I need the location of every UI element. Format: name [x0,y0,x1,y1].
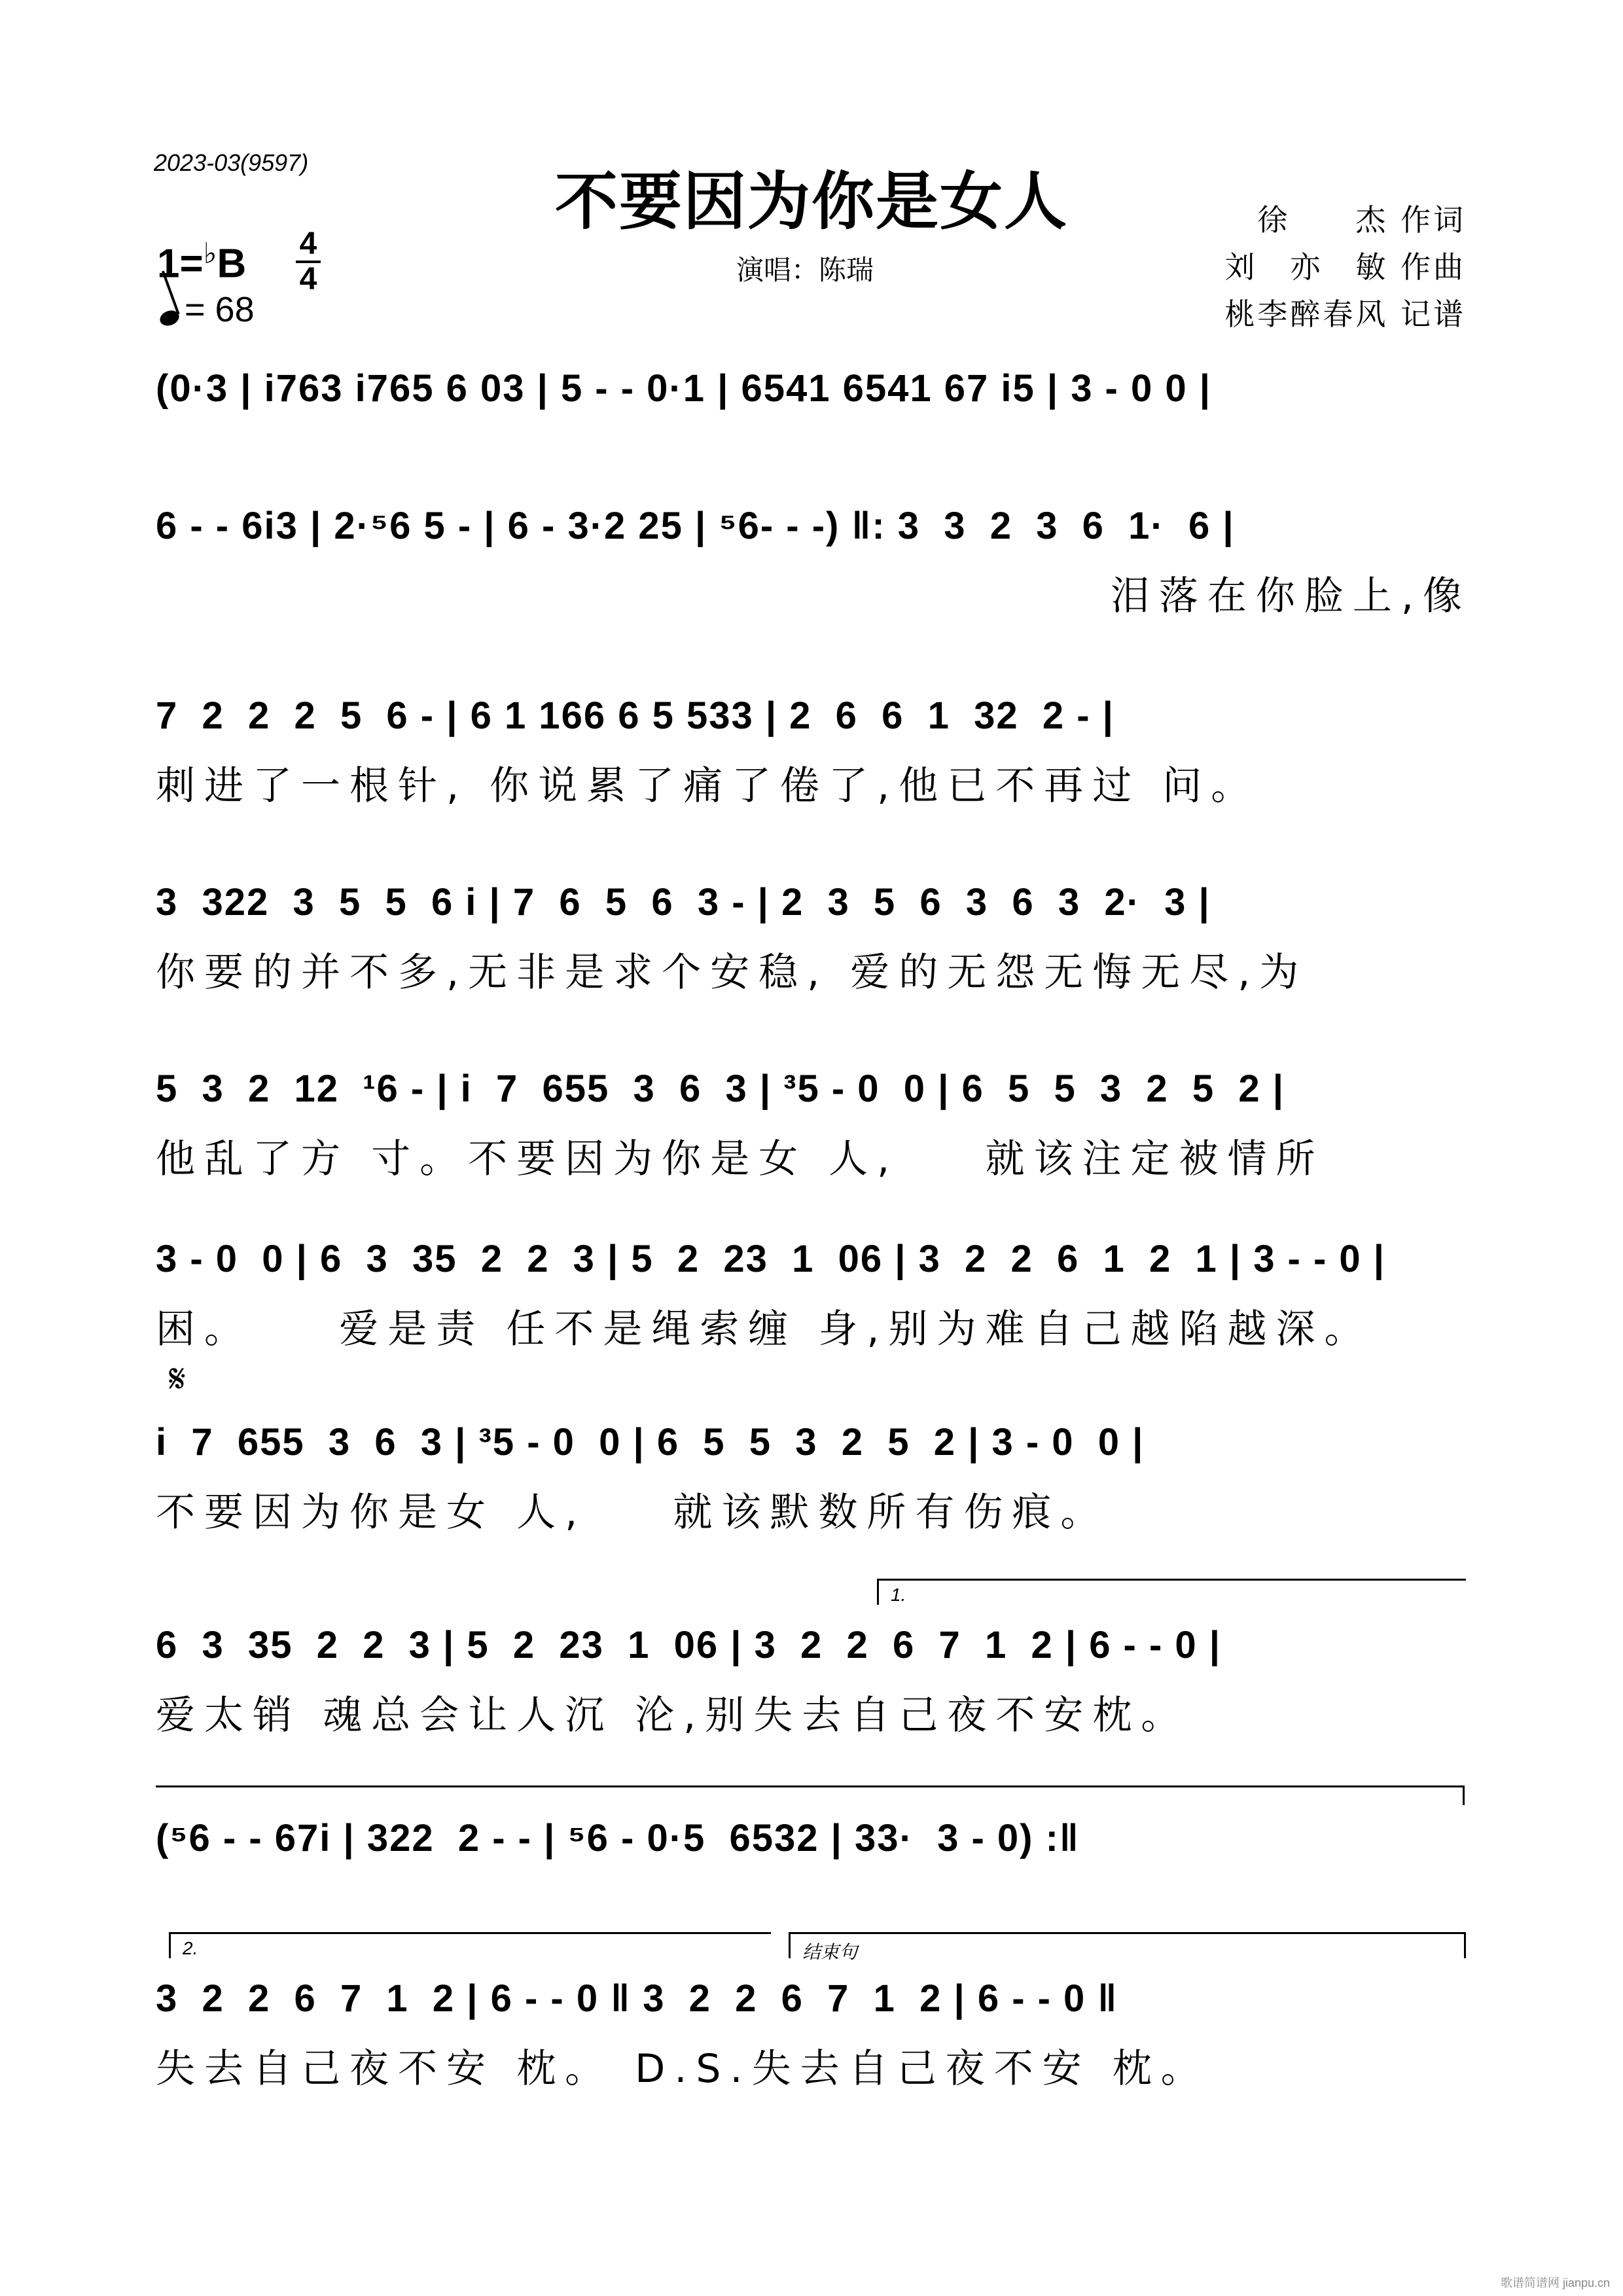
segno-icon: 𝄋 [169,1356,186,1402]
key-label: 1= [157,241,204,287]
key-note: B [217,241,247,287]
lyrics-line: 爱太销 魂总会让人沉 沦,别失去自己夜不安枕。 [156,1693,1190,1738]
time-top: 4 [299,226,317,261]
notes-line: 6 3 35 2 2 3 | 5 2 23 1 06 | 3 2 2 6 7 1 2 | 6 - - 0 | [156,1624,1222,1666]
system-5 [156,1067,1471,1184]
notes-line: (⁵6 - - 67i | 322 2 - - | ⁵6 - 0·5 6532 | 33· 3 - 0) :‖ [156,1817,1080,1859]
lyrics-line: 失去自己夜不安 枕。 D.S.失去自己夜不安 枕。 [156,2046,1209,2092]
composer-credit: 刘 亦 敏 作曲 [1224,249,1466,285]
ending-phrase-bracket [789,1932,1466,1962]
notes-line: i 7 655 3 6 3 | ³5 - 0 0 | 6 5 5 3 2 5 2 | 3 - 0 0 | [156,1421,1145,1463]
quarter-note-icon [158,308,181,329]
lyricist-credit: 徐 杰 作词 [1257,202,1466,238]
notes-line: 3 322 3 5 5 6 i | 7 6 5 6 3 - | 2 3 5 6 3 6 3 2· 3 | [156,881,1211,924]
system-9 [156,1816,1471,1860]
system-3 [156,694,1471,811]
lyrics-line: 不要因为你是女 人, 就该默数所有伤痕。 [156,1490,1109,1535]
lyrics-line: 他乱了方 寸。不要因为你是女 人, 就该注定被情所 [156,1136,1325,1182]
notes-line: 3 - 0 0 | 6 3 35 2 2 3 | 5 2 23 1 06 | 3 2 2 6 1 2 1 | 3 - - 0 | [156,1238,1386,1280]
lyrics-line: 泪落在你脸上,像 [1110,573,1471,619]
singer-credit: 演唱：陈瑞 [736,254,874,286]
first-ending-label: 1. [891,1585,906,1605]
key-signature [157,237,246,287]
transcriber-credit: 桃李醉春风 记谱 [1224,296,1466,332]
lyrics-line: 你要的并不多,无非是求个安稳, 爱的无怨无悔无尽,为 [156,950,1308,996]
system-2 [156,504,1471,621]
notes-line: 7 2 2 2 5 6 - | 6 1 166 6 5 533 | 2 6 6 1 32 2 - | [156,694,1115,737]
notes-line: 6 - - 6i3 | 2·⁵6 5 - | 6 - 3·2 25 | ⁵6- - -) ‖: 3 3 2 3 6 1· 6 | [156,505,1235,547]
system-6 [156,1237,1471,1354]
system-4 [156,880,1471,997]
repeat-bracket [156,1785,1465,1805]
song-title: 不要因为你是女人 [555,164,1068,238]
tempo-value: = 68 [185,290,255,329]
first-ending-bracket [877,1579,1466,1605]
site-watermark: 歌谱简谱网 jianpu.cn [1500,2276,1610,2289]
lyrics-line: 困。 爱是责 任不是绳索缠 身,别为难自己越陷越深。 [156,1306,1373,1352]
time-bottom: 4 [299,262,317,296]
score-code: 2023-03(9597) [154,149,309,176]
flat-sign: ♭ [203,238,217,270]
system-1 [156,367,1471,410]
second-ending-label: 2. [183,1938,198,1958]
notes-line: (0·3 | i763 i765 6 03 | 5 - - 0·1 | 6541 6541 67 i5 | 3 - 0 0 | [156,367,1211,410]
system-7 [156,1420,1471,1537]
time-signature [296,226,321,296]
system-10 [156,1977,1471,2094]
notes-line: 5 3 2 12 ¹6 - | i 7 655 3 6 3 | ³5 - 0 0 | 6 5 5 3 2 5 2 | [156,1067,1285,1110]
system-8 [156,1623,1471,1740]
tempo-marking [160,289,255,330]
lyrics-line: 刺进了一根针, 你说累了痛了倦了,他已不再过 问。 [156,763,1260,809]
notes-line: 3 2 2 6 7 1 2 | 6 - - 0 ‖ 3 2 2 6 7 1 2 | 6 - - 0 ‖ [156,1977,1118,2020]
second-ending-bracket [169,1932,771,1958]
ending-phrase-label: 结束句 [802,1942,858,1962]
